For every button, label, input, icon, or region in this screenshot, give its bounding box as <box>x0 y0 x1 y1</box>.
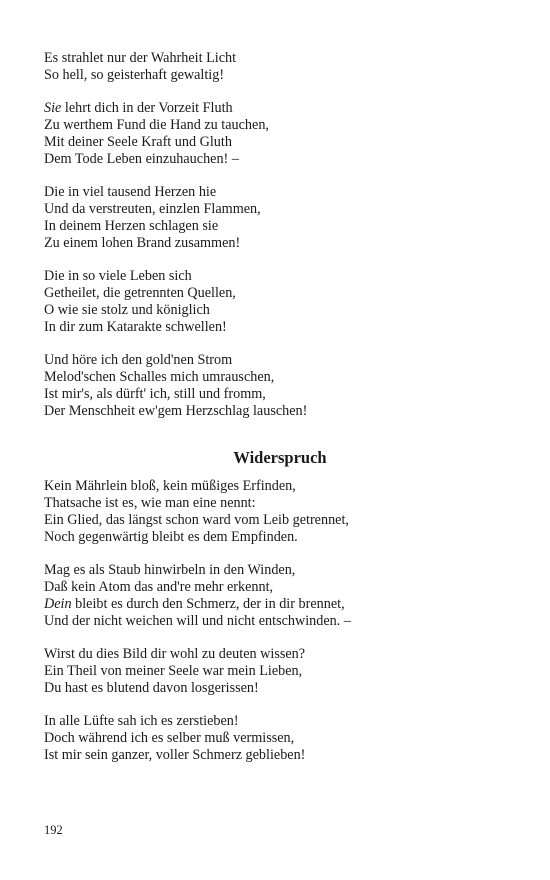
verse-text: Du hast es blutend davon losgerissen! <box>44 680 259 696</box>
verse-text: bleibt es durch den Schmerz, der in dir brennet, <box>71 596 345 612</box>
verse-text: Daß kein Atom das and're mehr erkennt, <box>44 579 274 595</box>
verse-line <box>44 663 514 680</box>
verse-line <box>44 67 514 84</box>
verse-line <box>44 302 514 319</box>
verse-line <box>44 495 514 512</box>
verse-line <box>44 352 514 369</box>
verse-text: Mit deiner Seele Kraft und Gluth <box>44 134 232 150</box>
verse-line <box>44 596 514 613</box>
verse-line <box>44 184 514 201</box>
verse-line <box>44 747 514 764</box>
verse-text: Mag es als Staub hinwirbeln in den Winden, <box>44 562 296 578</box>
stanza <box>44 646 514 697</box>
emphasized-word: Sie <box>44 100 62 116</box>
verse-line <box>44 713 514 730</box>
verse-text: In dir zum Katarakte schwellen! <box>44 319 227 335</box>
verse-text: Noch gegenwärtig bleibt es dem Empfinden. <box>44 529 298 545</box>
verse-text: In alle Lüfte sah ich es zerstieben! <box>44 713 239 729</box>
verse-text: O wie sie stolz und königlich <box>44 302 210 318</box>
stanza <box>44 184 514 252</box>
verse-line <box>44 218 514 235</box>
verse-line <box>44 403 514 420</box>
verse-text: Zu einem lohen Brand zusammen! <box>44 235 241 251</box>
verse-line <box>44 235 514 252</box>
verse-text: Doch während ich es selber muß vermissen, <box>44 730 295 746</box>
verse-text: Zu werthem Fund die Hand zu tauchen, <box>44 117 269 133</box>
verse-line <box>44 319 514 336</box>
verse-text: Melod'schen Schalles mich umrauschen, <box>44 369 275 385</box>
verse-line <box>44 478 514 495</box>
poem-widerspruch <box>44 478 514 764</box>
verse-line <box>44 386 514 403</box>
verse-line <box>44 268 514 285</box>
verse-line <box>44 730 514 747</box>
verse-line <box>44 285 514 302</box>
verse-line <box>44 369 514 386</box>
stanza <box>44 713 514 764</box>
verse-text: Die in so viele Leben sich <box>44 268 192 284</box>
verse-line <box>44 134 514 151</box>
verse-text: Und da verstreuten, einzlen Flammen, <box>44 201 261 217</box>
stanza <box>44 562 514 630</box>
stanza <box>44 268 514 336</box>
verse-text: Und höre ich den gold'nen Strom <box>44 352 233 368</box>
verse-text: So hell, so geisterhaft gewaltig! <box>44 67 225 83</box>
verse-text: In deinem Herzen schlagen sie <box>44 218 219 234</box>
verse-text: Die in viel tausend Herzen hie <box>44 184 217 200</box>
verse-text: Kein Mährlein bloß, kein müßiges Erfinden, <box>44 478 296 494</box>
verse-line <box>44 117 514 134</box>
stanza <box>44 352 514 420</box>
poem-continued <box>44 50 514 420</box>
book-page <box>44 50 514 780</box>
verse-line <box>44 100 514 117</box>
verse-text: lehrt dich in der Vorzeit Fluth <box>61 100 233 116</box>
stanza <box>44 100 514 168</box>
verse-text: Thatsache ist es, wie man eine nennt: <box>44 495 256 511</box>
verse-text: Der Menschheit ew'gem Herzschlag lauschen! <box>44 403 308 419</box>
verse-text: Es strahlet nur der Wahrheit Licht <box>44 50 237 66</box>
verse-text: Ist mir's, als dürft' ich, still und fromm, <box>44 386 266 402</box>
verse-text: Und der nicht weichen will und nicht entschwinden. – <box>44 613 351 629</box>
verse-text: Ist mir sein ganzer, voller Schmerz geblieben! <box>44 747 306 763</box>
poem-title: Widerspruch <box>233 448 327 467</box>
page-number: 192 <box>44 823 63 837</box>
verse-text: Getheilet, die getrennten Quellen, <box>44 285 236 301</box>
verse-line <box>44 529 514 546</box>
verse-line <box>44 50 514 67</box>
verse-text: Wirst du dies Bild dir wohl zu deuten wissen? <box>44 646 306 662</box>
verse-text: Ein Glied, das längst schon ward vom Leib getrennet, <box>44 512 349 528</box>
stanza <box>44 478 514 546</box>
emphasized-word: Dein <box>44 596 72 612</box>
verse-line <box>44 579 514 596</box>
verse-line <box>44 562 514 579</box>
verse-text: Dem Tode Leben einzuhauchen! – <box>44 151 239 167</box>
verse-line <box>44 512 514 529</box>
verse-line <box>44 646 514 663</box>
verse-line <box>44 680 514 697</box>
stanza <box>44 50 514 84</box>
verse-line <box>44 613 514 630</box>
verse-line <box>44 201 514 218</box>
verse-line <box>44 151 514 168</box>
verse-text: Ein Theil von meiner Seele war mein Lieben, <box>44 663 303 679</box>
